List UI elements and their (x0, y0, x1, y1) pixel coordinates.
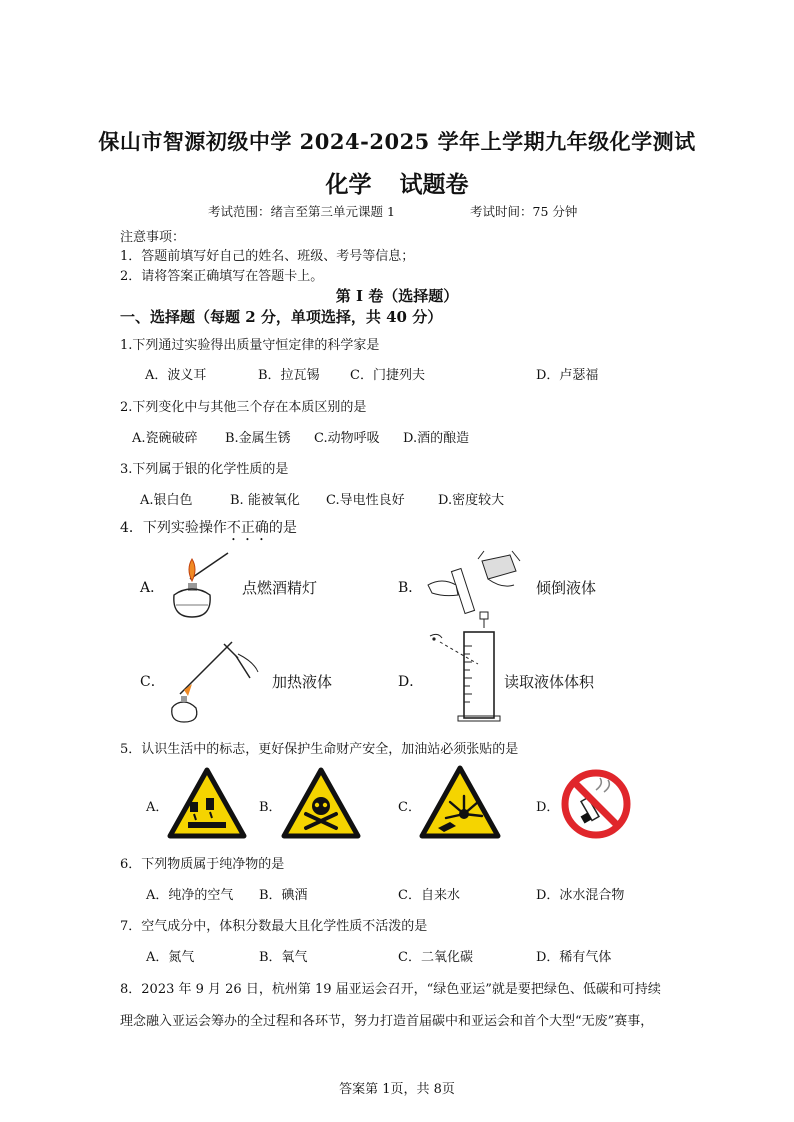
toxic-warning-sign-icon (282, 768, 360, 838)
q5-letter-b: B． (259, 800, 282, 815)
q3-option-a: A.银白色 (140, 493, 193, 508)
q4-letter-d: D． (398, 674, 424, 690)
q4-stem-post: 的是 (268, 520, 297, 536)
q4-stem-pre: 4．下列实验操作 (120, 520, 227, 536)
note-item-2: 2．请将答案正确填写在答题卡上。 (120, 269, 324, 284)
subtitle-subject: 化学 (325, 171, 372, 198)
q8-line-2: 理念融入亚运会筹办的全过程和各环节，努力打造首届碳中和亚运会和首个大型“无废”赛事， (120, 1014, 654, 1029)
exam-title: 保山市智源初级中学 2024-2025 学年上学期九年级化学测试 (98, 129, 696, 154)
q2-stem: 2.下列变化中与其他三个存在本质区别的是 (120, 400, 367, 415)
q1-option-d: D．卢瑟福 (536, 368, 599, 383)
q5-letter-a: A． (146, 800, 169, 815)
q7-option-c: C．二氧化碳 (398, 950, 473, 965)
q2-option-b: B.金属生锈 (225, 431, 291, 446)
corrosive-warning-sign-icon (168, 768, 246, 838)
notes-heading: 注意事项： (120, 230, 186, 245)
note-item-1: 1．答题前填写好自己的姓名、班级、考号等信息； (120, 249, 415, 264)
q6-stem: 6．下列物质属于纯净物的是 (120, 857, 285, 872)
q1-option-c: C．门捷列夫 (350, 368, 425, 383)
q6-option-a: A．纯净的空气 (146, 888, 234, 903)
q3-option-d: D.密度较大 (438, 493, 505, 508)
graduated-cylinder-reading-icon (424, 612, 500, 724)
q7-option-b: B．氧气 (259, 950, 308, 965)
q4-label-d: 读取液体体积 (504, 673, 595, 691)
q6-option-d: D．冰水混合物 (536, 888, 625, 903)
explosive-warning-sign-icon (420, 766, 500, 838)
q3-stem: 3.下列属于银的化学性质的是 (120, 462, 289, 477)
q4-label-c: 加热液体 (272, 673, 333, 691)
part-title: 第 I 卷（选择题） (335, 287, 459, 305)
q1-option-b: B．拉瓦锡 (258, 368, 320, 383)
q2-option-c: C.动物呼吸 (314, 431, 380, 446)
q5-letter-c: C． (398, 800, 421, 815)
q6-option-b: B．碘酒 (259, 888, 308, 903)
alcohol-lamp-lighting-icon (162, 545, 230, 621)
q3-option-b: B. 能被氧化 (230, 493, 300, 508)
no-smoking-sign-icon (560, 768, 632, 840)
q3-option-c: C.导电性良好 (326, 493, 405, 508)
q6-option-c: C．自来水 (398, 888, 460, 903)
q4-label-a: 点燃酒精灯 (242, 579, 318, 597)
q2-option-d: D.酒的酿造 (403, 431, 470, 446)
section-heading: 一、选择题（每题 2 分，单项选择，共 40 分） (120, 308, 443, 326)
q4-stem-emphasis: 不正确 (226, 520, 269, 536)
q1-option-a: A．波义耳 (145, 368, 207, 383)
q8-line-1: 8．2023 年 9 月 26 日，杭州第 19 届亚运会召开，“绿色亚运”就是要把绿色、低碳和可持续 (120, 982, 661, 997)
q4-letter-a: A． (140, 580, 165, 596)
pouring-liquid-icon (422, 543, 522, 623)
exam-subtitle (0, 166, 794, 199)
exam-time: 考试时间：75 分钟 (470, 204, 578, 219)
q4-letter-c: C． (140, 674, 165, 690)
q7-stem: 7．空气成分中，体积分数最大且化学性质不活泼的是 (120, 919, 428, 934)
q1-stem: 1.下列通过实验得出质量守恒定律的科学家是 (120, 338, 380, 353)
q4-label-b: 倾倒液体 (536, 579, 597, 597)
q4-stem (120, 517, 297, 544)
q5-letter-d: D． (536, 800, 560, 815)
q4-letter-b: B． (398, 580, 423, 596)
q7-option-a: A．氮气 (146, 950, 195, 965)
q7-option-d: D．稀有气体 (536, 950, 612, 965)
page-footer: 答案第 1页，共 8页 (339, 1082, 455, 1097)
subtitle-paper: 试题卷 (399, 171, 469, 198)
exam-scope: 考试范围：绪言至第三单元课题 1 (208, 204, 395, 219)
q5-stem: 5．认识生活中的标志，更好保护生命财产安全，加油站必须张贴的是 (120, 742, 519, 757)
heating-liquid-icon (162, 632, 262, 724)
q2-option-a: A.瓷碗破碎 (132, 431, 198, 446)
